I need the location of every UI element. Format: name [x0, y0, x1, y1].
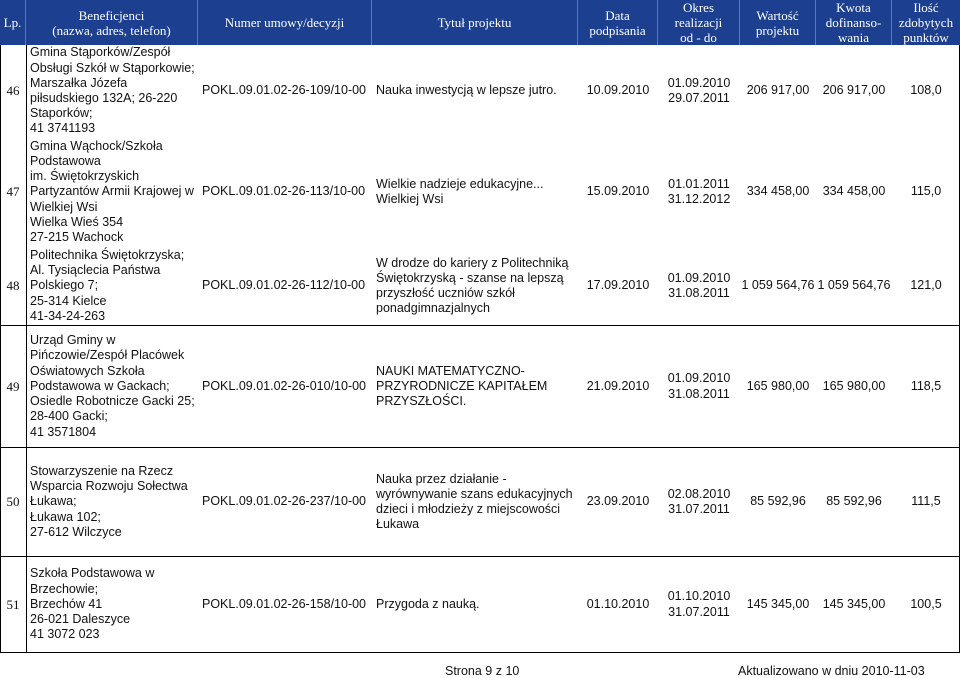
table-row-wartosc: 334 458,00 — [746, 184, 810, 199]
table-row-lp: 50 — [6, 494, 20, 510]
footer-updated-date: Aktualizowano w dniu 2010-11-03 — [738, 664, 925, 678]
table-row-lp: 46 — [6, 83, 20, 99]
table-row-beneficjent: Gmina Stąporków/Zespół Obsługi Szkół w Stąporkowie; Marszałka Józefa piłsudskiego 132A; 26-220 Staporków; 41 3741193 — [30, 45, 195, 136]
table-row-data: 10.09.2010 — [586, 83, 650, 98]
footer-page-number: Strona 9 z 10 — [445, 664, 520, 678]
table-row-tytul: Wielkie nadzieje edukacyjne... Wielkiej Wsi — [376, 176, 544, 206]
table-row-data: 17.09.2010 — [586, 278, 650, 293]
table-row-okres: 01.10.2010 31.07.2011 — [667, 589, 731, 619]
table-row-numer: POKL.09.01.02-26-112/10-00 — [202, 278, 366, 293]
table-row-kwota: 334 458,00 — [822, 184, 886, 199]
table-row-wartosc: 206 917,00 — [746, 83, 810, 98]
header-wartosc-projektu: Wartość projektu — [740, 0, 816, 45]
table-row-wartosc: 85 592,96 — [750, 494, 806, 509]
table-row-tytul: W drodze do kariery z Politechniką Świętokrzyską - szanse na lepszą przyszłość uczniów szkół ponadgimnazjalnych — [376, 255, 569, 316]
table-row-tytul: Przygoda z nauką. — [376, 596, 480, 611]
table-row-wartosc: 145 345,00 — [746, 596, 810, 611]
table-row-lp: 49 — [6, 378, 20, 394]
table-row-beneficjent: Stowarzyszenie na Rzecz Wsparcia Rozwoju Sołectwa Łukawa; Łukawa 102; 27-612 Wilczyce — [30, 463, 188, 539]
table-row-okres: 02.08.2010 31.07.2011 — [667, 486, 731, 516]
table-row-lp: 48 — [6, 278, 20, 294]
table-row-tytul: Nauka przez działanie - wyrównywanie szans edukacyjnych dzieci i młodzieży z miejscowości Łukawa — [376, 471, 573, 532]
header-numer-umowy: Numer umowy/decyzji — [198, 0, 372, 45]
header-okres-realizacji: Okres realizacji od - do — [658, 0, 740, 45]
table-row-data: 01.10.2010 — [586, 596, 650, 611]
header-kwota-dofinansowania: Kwota dofinanso- wania — [816, 0, 892, 45]
table-row-data: 15.09.2010 — [586, 184, 650, 199]
table-row-numer: POKL.09.01.02-26-109/10-00 — [202, 83, 367, 98]
table-row-okres: 01.09.2010 31.08.2011 — [667, 270, 731, 300]
table-row-beneficjent: Politechnika Świętokrzyska; Al. Tysiąclecia Państwa Polskiego 7; 25-314 Kielce 41-34-24-263 — [30, 247, 185, 323]
table-row-beneficjent: Gmina Wąchock/Szkoła Podstawowa im. Świętokrzyskich Partyzantów Armii Krajowej w Wielkiej Wsi Wielka Wieś 354 27-215 Wachock — [30, 138, 194, 244]
table-row-numer: POKL.09.01.02-26-010/10-00 — [202, 378, 367, 393]
table-row-punkty: 118,5 — [910, 378, 942, 393]
table-row-punkty: 115,0 — [910, 184, 942, 199]
table-row-punkty: 121,0 — [910, 278, 942, 293]
table-row-beneficjent: Szkoła Podstawowa w Brzechowie; Brzechów 41 26-021 Daleszyce 41 3072 023 — [30, 566, 155, 642]
table-row-tytul: Nauka inwestycją w lepsze jutro. — [376, 83, 557, 98]
header-data-podpisania: Data podpisania — [578, 0, 658, 45]
table-row-okres: 01.01.2011 31.12.2012 — [667, 176, 731, 206]
table-row-data: 23.09.2010 — [586, 494, 650, 509]
header-ilosc-punktow: Ilość zdobytych punktów — [898, 0, 954, 45]
table-row-tytul: NAUKI MATEMATYCZNO- PRZYRODNICZE KAPITAŁEM PRZYSZŁOŚCI. — [376, 363, 548, 409]
table-row-kwota: 145 345,00 — [822, 596, 886, 611]
table-row-punkty: 108,0 — [910, 83, 942, 98]
header-beneficjenci: Beneficjenci (nazwa, adres, telefon) — [26, 0, 198, 45]
table-header — [0, 0, 960, 45]
table-row-kwota: 1 059 564,76 — [817, 278, 891, 293]
row-separator — [0, 652, 960, 653]
table-row-punkty: 111,5 — [911, 494, 941, 509]
table-row-lp: 47 — [6, 184, 20, 200]
table-row-punkty: 100,5 — [910, 596, 942, 611]
table-row-kwota: 165 980,00 — [822, 378, 886, 393]
table-row-wartosc: 1 059 564,76 — [741, 278, 815, 293]
table-row-numer: POKL.09.01.02-26-237/10-00 — [202, 494, 367, 509]
table-row-wartosc: 165 980,00 — [746, 378, 810, 393]
table-row-okres: 01.09.2010 31.08.2011 — [667, 371, 731, 401]
table-row-okres: 01.09.2010 29.07.2011 — [667, 75, 731, 105]
header-lp: Lp. — [0, 0, 26, 45]
table-row-kwota: 206 917,00 — [822, 83, 886, 98]
header-tytul-projektu: Tytuł projektu — [372, 0, 578, 45]
table-row-lp: 51 — [6, 596, 20, 612]
table-row-numer: POKL.09.01.02-26-158/10-00 — [202, 596, 367, 611]
table-row-numer: POKL.09.01.02-26-113/10-00 — [202, 184, 366, 199]
table-row-beneficjent: Urząd Gminy w Pińczowie/Zespół Placówek Oświatowych Szkoła Podstawowa w Gackach; Osiedle Robotnicze Gacki 25; 28-400 Gacki; 41 3571804 — [30, 333, 195, 439]
table-row-kwota: 85 592,96 — [826, 494, 882, 509]
table-row-data: 21.09.2010 — [586, 378, 650, 393]
